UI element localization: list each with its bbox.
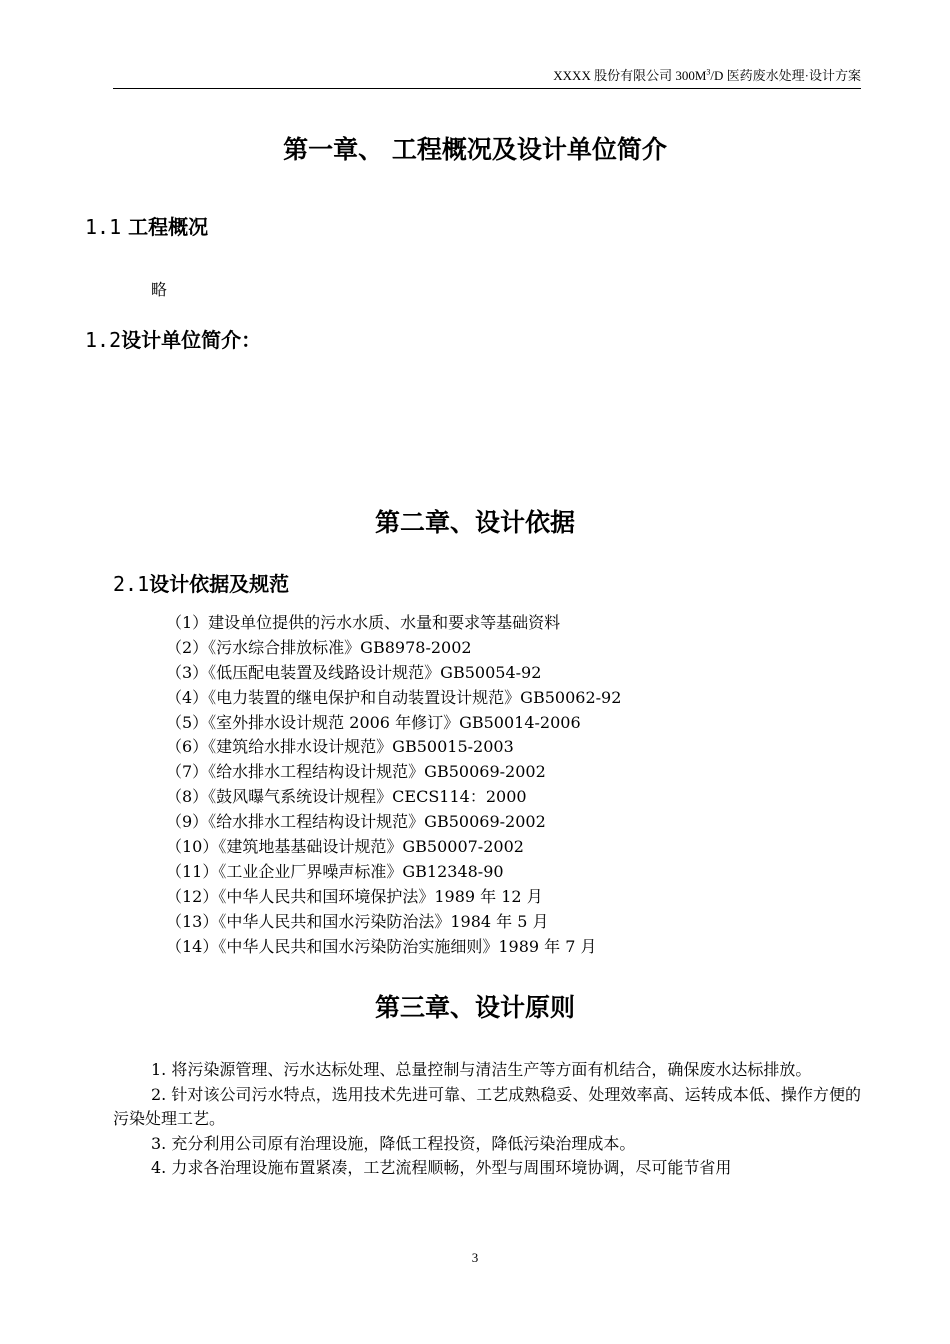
header-superscript: 3 [706, 67, 711, 77]
reference-list [166, 611, 621, 959]
section-number: 1.2 [85, 328, 122, 352]
list-item: （13）《中华人民共和国水污染防治法》1984 年 5 月 [166, 911, 549, 931]
principle-paragraph: 1. 将污染源管理、污水达标处理、总量控制与清洁生产等方面有机结合，确保废水达标排放。 [151, 1060, 812, 1079]
principle-paragraph: 2. 针对该公司污水特点，选用技术先进可靠、工艺成熟稳妥、处理效率高、运转成本低、操作方便的污染处理工艺。 [113, 1084, 861, 1129]
list-item: （10）《建筑地基基础设计规范》GB50007-2002 [166, 837, 524, 857]
list-item: （1）建设单位提供的污水水质、水量和要求等基础资料 [166, 613, 561, 632]
list-item: （6）《建筑给水排水设计规范》GB50015-2003 [166, 737, 514, 757]
list-item: （4）《电力装置的继电保护和自动装置设计规范》GB50062-92 [166, 687, 622, 707]
section-1-1-body: 略 [151, 280, 168, 299]
list-item: （5）《室外排水设计规范 2006 年修订》GB50014-2006 [166, 712, 581, 732]
chapter2-title: 第二章、设计依据 [374, 508, 575, 537]
section-number: 1.1 [85, 215, 122, 239]
list-item: （7）《给水排水工程结构设计规范》GB50069-2002 [166, 762, 546, 782]
list-item: （3）《低压配电装置及线路设计规范》GB50054-92 [166, 662, 542, 682]
page-number: 3 [471, 1250, 479, 1265]
principle-paragraph: 4. 力求各治理设施布置紧凑，工艺流程顺畅，外型与周围环境协调，尽可能节省用 [151, 1158, 732, 1178]
section-1-1-heading [85, 213, 208, 241]
list-item: （12）《中华人民共和国环境保护法》1989 年 12 月 [166, 886, 543, 906]
section-1-2-heading [85, 326, 261, 354]
principles-list [113, 1058, 861, 1181]
section-title: 设计单位简介： [121, 328, 262, 352]
list-item: （9）《给水排水工程结构设计规范》GB50069-2002 [166, 812, 546, 832]
section-title: 工程概况 [128, 215, 209, 239]
page-header [113, 66, 861, 89]
principle-paragraph: 3. 充分利用公司原有治理设施，降低工程投资，降低污染治理成本。 [151, 1133, 636, 1153]
list-item: （8）《鼓风曝气系统设计规程》CECS114：2000 [166, 787, 527, 807]
header-text-suffix: /D 医药废水处理·设计方案 [710, 68, 861, 83]
list-item: （14）《中华人民共和国水污染防治实施细则》1989 年 7 月 [166, 936, 597, 956]
section-number: 2.1 [113, 572, 150, 596]
header-text: XXXX 股份有限公司 300M [553, 68, 707, 83]
chapter1-title: 第一章、 工程概况及设计单位简介 [283, 135, 667, 164]
section-title: 设计依据及规范 [149, 572, 290, 596]
chapter3-title: 第三章、设计原则 [374, 993, 575, 1022]
section-2-1-heading [113, 570, 289, 598]
list-item: （11）《工业企业厂界噪声标准》GB12348-90 [166, 861, 504, 881]
list-item: （2）《污水综合排放标准》GB8978-2002 [166, 637, 472, 657]
